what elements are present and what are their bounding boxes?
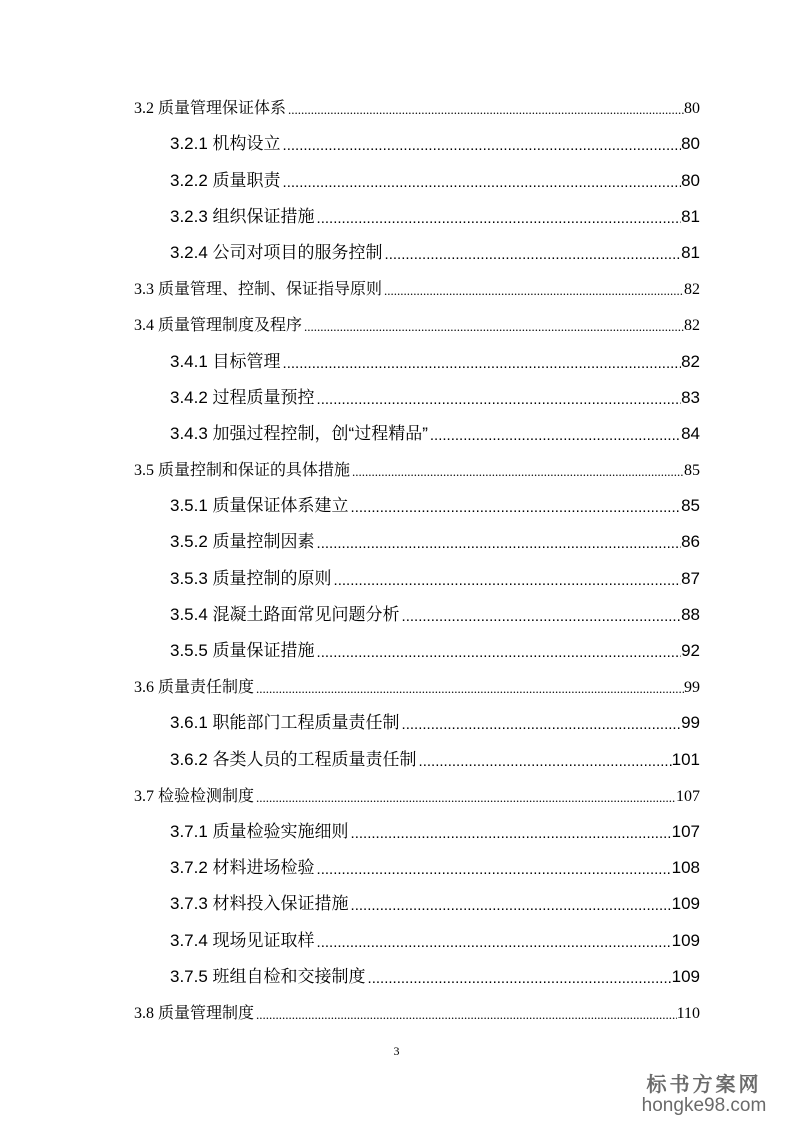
watermark-name: 标书方案网 [646,1072,762,1096]
toc-dot-leader [254,681,684,703]
toc-entry-title: 3.2.1 机构设立 [170,134,281,154]
toc-dot-leader [315,644,682,667]
toc-entry-title: 3.5.1 质量保证体系建立 [170,496,349,516]
watermark-logo [629,1068,779,1117]
toc-entry-title: 3.3 质量管理、控制、保证指导原则 [134,281,383,299]
toc-dot-leader [281,137,682,160]
toc-dot-leader [428,427,681,450]
toc-entry-page: 81 [681,242,700,262]
toc-entry[interactable] [134,486,700,522]
toc-entry-page: 107 [676,787,700,805]
toc-entry-page: 110 [676,1004,700,1022]
toc-entry[interactable] [134,739,700,775]
toc-dot-leader [254,1007,677,1029]
toc-entry[interactable] [134,378,700,414]
toc-dot-leader [349,825,672,848]
toc-entry-title: 3.7.2 材料进场检验 [170,858,315,878]
toc-entry-page: 80 [681,170,700,190]
toc-entry[interactable] [134,631,700,667]
toc-entry-page: 99 [681,713,700,733]
toc-entry-title: 3.4.1 目标管理 [170,351,281,371]
toc-entry-page: 84 [681,423,700,443]
toc-entry-page: 85 [681,496,700,516]
toc-entry-page: 85 [684,462,700,480]
toc-entry-page: 86 [681,532,700,552]
toc-entry-page: 81 [681,206,700,226]
toc-dot-leader [400,608,682,631]
toc-entry[interactable] [134,595,700,631]
toc-entry-title: 3.2 质量管理保证体系 [134,100,287,118]
toc-entry-page: 109 [671,930,700,950]
toc-entry-title: 3.5 质量控制和保证的具体措施 [134,462,351,480]
toc-entry-page: 101 [671,749,700,769]
toc-dot-leader [400,716,682,739]
toc-entry[interactable] [134,522,700,558]
toc-entry-page: 80 [684,100,700,118]
toc-entry-title: 3.4 质量管理制度及程序 [134,317,303,335]
toc-entry-title: 3.6.1 职能部门工程质量责任制 [170,713,400,733]
toc-dot-leader [382,283,684,305]
toc-entry[interactable] [134,776,700,812]
toc-entry[interactable] [134,414,700,450]
toc-dot-leader [315,210,682,233]
toc-entry[interactable] [134,703,700,739]
toc-entry-title: 3.8 质量管理制度 [134,1004,255,1022]
toc-dot-leader [315,535,682,558]
toc-entry-title: 3.2.2 质量职责 [170,170,281,190]
toc-entry-page: 82 [684,317,700,335]
table-of-contents [134,88,700,1029]
toc-entry-title: 3.7.5 班组自检和交接制度 [170,966,366,986]
toc-entry-page: 109 [671,966,700,986]
toc-dot-leader [366,970,672,993]
toc-entry-title: 3.7.3 材料投入保证措施 [170,894,349,914]
toc-entry[interactable] [134,450,700,486]
toc-entry-title: 3.6.2 各类人员的工程质量责任制 [170,749,417,769]
toc-entry-title: 3.7.1 质量检验实施细则 [170,821,349,841]
toc-entry[interactable] [134,848,700,884]
toc-dot-leader [281,174,682,197]
toc-dot-leader [315,934,672,957]
toc-entry[interactable] [134,558,700,594]
toc-entry-title: 3.5.4 混凝土路面常见问题分析 [170,604,400,624]
toc-entry-title: 3.2.4 公司对项目的服务控制 [170,242,383,262]
toc-entry[interactable] [134,124,700,160]
toc-entry-page: 92 [681,641,700,660]
toc-entry[interactable] [134,160,700,196]
toc-entry[interactable] [134,233,700,269]
toc-entry-title: 3.5.2 质量控制因素 [170,532,315,552]
toc-dot-leader [302,319,684,341]
toc-entry[interactable] [134,812,700,848]
toc-entry-page: 109 [671,894,700,914]
toc-entry[interactable] [134,88,700,124]
toc-entry-title: 3.5.3 质量控制的原则 [170,568,332,588]
toc-entry-page: 88 [681,604,700,624]
toc-dot-leader [349,897,672,920]
toc-entry[interactable] [134,957,700,993]
toc-entry[interactable] [134,269,700,305]
watermark-url: hongke98.com [641,1095,767,1116]
toc-entry-page: 82 [684,281,700,299]
toc-entry-title: 3.7 检验检测制度 [134,787,255,805]
toc-entry[interactable] [134,993,700,1029]
toc-entry-title: 3.4.3 加强过程控制，创“过程精品” [170,423,428,443]
toc-entry[interactable] [134,305,700,341]
toc-dot-leader [281,355,682,378]
toc-entry[interactable] [134,341,700,377]
toc-entry-title: 3.7.4 现场见证取样 [170,930,315,950]
toc-entry[interactable] [134,197,700,233]
toc-entry-title: 3.4.2 过程质量预控 [170,387,315,407]
toc-entry[interactable] [134,667,700,703]
page-number: 3 [393,1044,400,1058]
toc-dot-leader [417,753,672,776]
toc-entry-page: 80 [681,134,700,154]
toc-dot-leader [315,391,682,414]
toc-entry[interactable] [134,920,700,956]
toc-dot-leader [350,464,684,486]
toc-entry-title: 3.2.3 组织保证措施 [170,206,315,226]
toc-entry-title: 3.6 质量责任制度 [134,679,255,697]
toc-dot-leader [349,499,682,522]
toc-entry-page: 108 [671,858,700,878]
toc-entry-page: 87 [681,568,700,588]
toc-dot-leader [383,246,682,269]
toc-dot-leader [315,861,672,884]
toc-entry-page: 107 [671,821,700,841]
toc-dot-leader [254,790,676,812]
toc-entry-title: 3.5.5 质量保证措施 [170,641,315,660]
toc-entry[interactable] [134,884,700,920]
toc-entry-page: 99 [684,679,700,697]
toc-dot-leader [286,102,684,124]
toc-entry-page: 83 [681,387,700,407]
toc-dot-leader [332,572,682,595]
toc-entry-page: 82 [681,351,700,371]
